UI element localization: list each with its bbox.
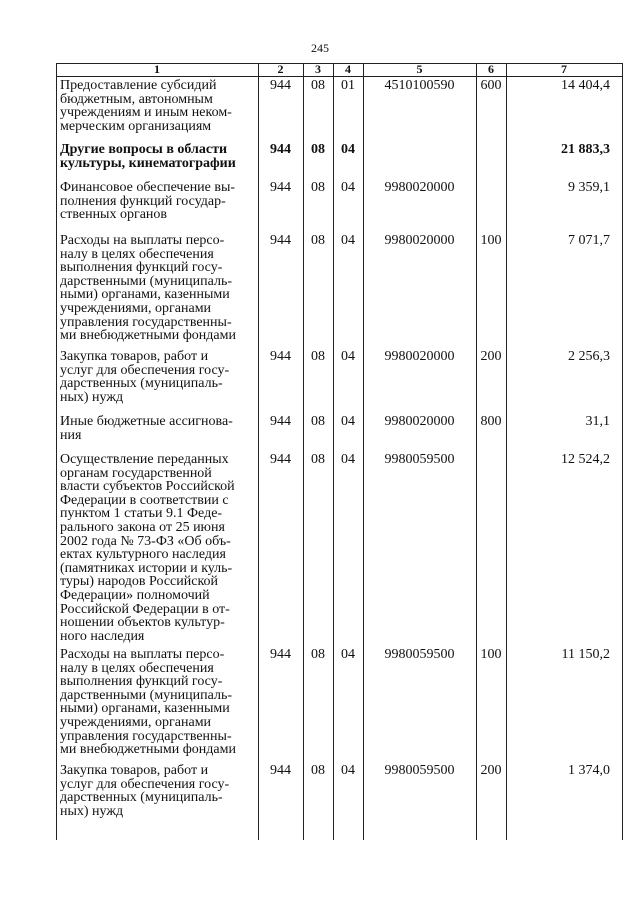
header-col-1: 1 xyxy=(154,62,160,76)
row-name: Иные бюджетные ассигнова- ния xyxy=(60,414,233,443)
row-csr: 4510100590 xyxy=(384,78,455,93)
column-border xyxy=(476,63,477,840)
row-ved: 944 xyxy=(270,647,291,662)
row-rz: 08 xyxy=(311,647,325,662)
row-vr: 100 xyxy=(480,233,502,248)
header-col-2: 2 xyxy=(277,62,284,76)
row-name: Осуществление переданных органам государственной власти субъектов Российской Федерации в соответствии с пунктом 1 статьи 9.1 Феде- рального закона от 25 июня 2002 года № 73-ФЗ «Об объ- ектах культурного наследия (памятниках истории и куль- туры) народов Российской Федерации» полномочий Российской Федерации в от- ношении объектов культур- ного наследия xyxy=(60,452,235,644)
row-rz: 08 xyxy=(311,763,325,778)
row-csr: 9980059500 xyxy=(384,763,455,778)
row-pr: 04 xyxy=(341,452,355,467)
row-vr: 200 xyxy=(480,349,502,364)
header-col-6: 6 xyxy=(488,62,494,76)
row-name: Другие вопросы в области культуры, кинематографии xyxy=(60,142,236,171)
row-sum: 12 524,2 xyxy=(561,452,610,467)
header-col-3: 3 xyxy=(315,62,321,76)
row-sum: 7 071,7 xyxy=(568,233,610,248)
row-rz: 08 xyxy=(311,180,325,195)
row-ved: 944 xyxy=(270,763,291,778)
header-bottom-border xyxy=(56,76,623,77)
column-border xyxy=(363,63,364,840)
row-vr: 800 xyxy=(480,414,502,429)
column-border xyxy=(303,63,304,840)
row-csr: 9980059500 xyxy=(384,452,455,467)
row-rz: 08 xyxy=(311,78,325,93)
row-csr: 9980020000 xyxy=(384,180,455,195)
row-name: Расходы на выплаты персо- налу в целях обеспечения выполнения функций госу- дарственными (муниципаль- ными) органами, казенными учреждениями, органами управления государственны- ми внебюджетными фондами xyxy=(60,233,236,344)
row-rz: 08 xyxy=(311,233,325,248)
row-name: Закупка товаров, работ и услуг для обеспечения госу- дарственных (муниципаль- ных) нужд xyxy=(60,349,230,405)
row-csr: 9980020000 xyxy=(384,233,455,248)
column-border xyxy=(333,63,334,840)
row-name: Закупка товаров, работ и услуг для обеспечения госу- дарственных (муниципаль- ных) нужд xyxy=(60,763,230,819)
header-col-4: 4 xyxy=(345,62,351,76)
row-pr: 04 xyxy=(341,142,355,157)
row-vr: 100 xyxy=(480,647,502,662)
row-rz: 08 xyxy=(311,349,325,364)
row-ved: 944 xyxy=(270,180,291,195)
header-col-7: 7 xyxy=(561,62,567,76)
row-name: Финансовое обеспечение вы- полнения функций государ- ственных органов xyxy=(60,180,236,223)
row-pr: 04 xyxy=(341,414,355,429)
row-pr: 04 xyxy=(341,349,355,364)
row-csr: 9980059500 xyxy=(384,647,455,662)
row-sum: 11 150,2 xyxy=(561,647,610,662)
row-rz: 08 xyxy=(311,414,325,429)
row-vr: 200 xyxy=(480,763,502,778)
row-rz: 08 xyxy=(311,142,325,157)
row-pr: 04 xyxy=(341,763,355,778)
row-pr: 01 xyxy=(341,78,355,93)
row-name: Предоставление субсидий бюджетным, автономным учреждениям и иным неком- мерческим организациям xyxy=(60,78,232,134)
row-ved: 944 xyxy=(270,349,291,364)
header-col-5: 5 xyxy=(416,62,423,76)
row-sum: 1 374,0 xyxy=(568,763,610,778)
row-vr: 600 xyxy=(480,78,502,93)
row-ved: 944 xyxy=(270,78,291,93)
row-pr: 04 xyxy=(341,180,355,195)
row-sum: 21 883,3 xyxy=(561,142,610,157)
row-pr: 04 xyxy=(341,233,355,248)
row-pr: 04 xyxy=(341,647,355,662)
column-border xyxy=(506,63,507,840)
row-ved: 944 xyxy=(270,233,291,248)
column-border xyxy=(622,63,623,840)
row-sum: 31,1 xyxy=(585,414,610,429)
column-border xyxy=(56,63,57,840)
row-ved: 944 xyxy=(270,452,291,467)
row-ved: 944 xyxy=(270,142,291,157)
row-csr: 9980020000 xyxy=(384,349,455,364)
row-csr: 9980020000 xyxy=(384,414,455,429)
row-sum: 9 359,1 xyxy=(568,180,610,195)
row-rz: 08 xyxy=(311,452,325,467)
page-number: 245 xyxy=(311,41,329,55)
row-sum: 14 404,4 xyxy=(561,78,610,93)
row-sum: 2 256,3 xyxy=(568,349,610,364)
row-ved: 944 xyxy=(270,414,291,429)
row-name: Расходы на выплаты персо- налу в целях обеспечения выполнения функций госу- дарственными (муниципаль- ными) органами, казенными учреждениями, органами управления государственны- ми внебюджетными фондами xyxy=(60,647,236,758)
